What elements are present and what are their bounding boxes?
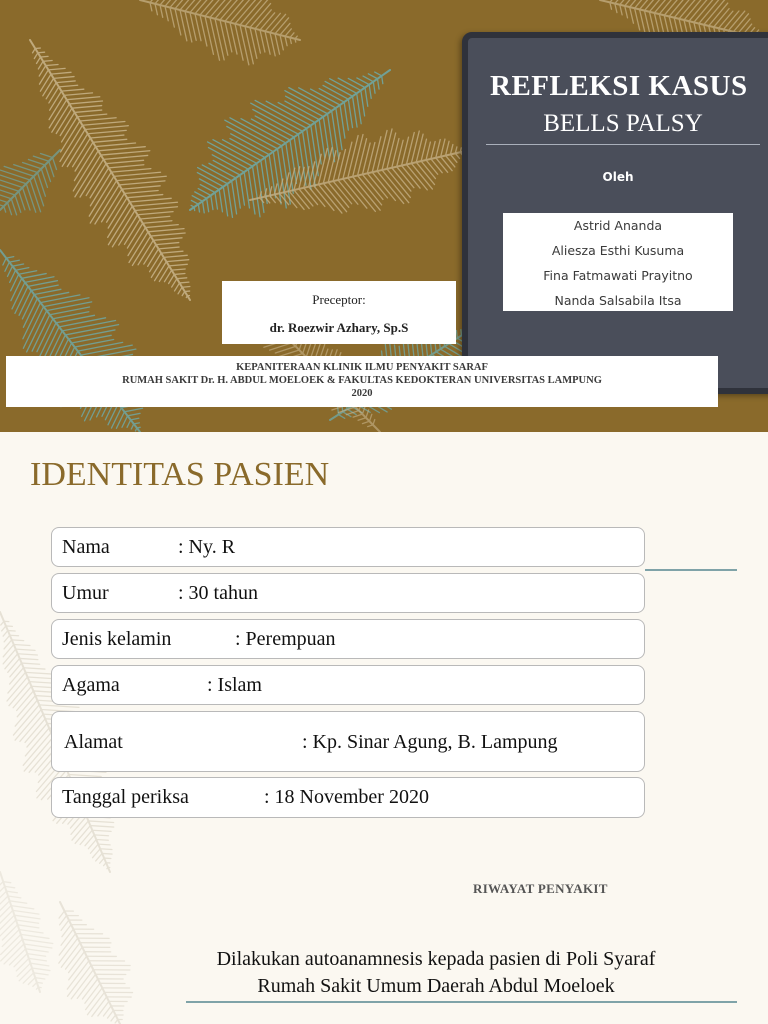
- patient-identity-slide: [0, 432, 768, 1024]
- feather-leaf: [59, 902, 133, 1024]
- feather-leaf: [140, 0, 300, 65]
- footer-year: 2020: [351, 388, 373, 399]
- description-line: Rumah Sakit Umum Daerah Abdul Moeloek: [257, 975, 615, 997]
- field-label: Nama: [62, 536, 110, 558]
- field-label: Agama: [62, 674, 120, 696]
- field-label: Alamat: [64, 731, 123, 753]
- slide-subtitle: BELLS PALSY: [543, 110, 703, 137]
- field-tanggal-periksa: [51, 777, 645, 818]
- section-title: IDENTITAS PASIEN: [30, 456, 330, 493]
- footer-line: RUMAH SAKIT Dr. H. ABDUL MOELOEK & FAKULTAS KEDOKTERAN UNIVERSITAS LAMPUNG: [122, 375, 602, 386]
- field-umur: [51, 573, 645, 613]
- field-value: : Islam: [207, 674, 262, 696]
- by-label: Oleh: [602, 170, 634, 184]
- institution-footer: [6, 356, 718, 407]
- feather-leaf: [0, 150, 60, 215]
- preceptor-label: Preceptor:: [312, 292, 366, 307]
- footer-line: KEPANITERAAN KLINIK ILMU PENYAKIT SARAF: [236, 362, 488, 373]
- field-value: : Ny. R: [178, 536, 236, 558]
- field-agama: [51, 665, 645, 705]
- accent-line: [186, 1001, 737, 1003]
- slide-title: REFLEKSI KASUS: [490, 70, 748, 102]
- description: [186, 946, 686, 1000]
- field-alamat: [51, 711, 645, 772]
- preceptor-name: dr. Roezwir Azhary, Sp.S: [269, 320, 409, 335]
- accent-line: [645, 569, 737, 571]
- field-value: : 30 tahun: [178, 582, 258, 604]
- author-name: Nanda Salsabila Itsa: [554, 293, 682, 308]
- author-name: Fina Fatmawati Prayitno: [543, 268, 693, 283]
- field-value: : 18 November 2020: [264, 786, 429, 808]
- title-divider: [486, 144, 760, 145]
- feather-leaf: [190, 70, 390, 217]
- field-value: : Perempuan: [235, 628, 336, 650]
- field-label: Umur: [62, 582, 109, 604]
- feather-leaf: [30, 40, 190, 300]
- field-jenis-kelamin: [51, 619, 645, 659]
- field-nama: [51, 527, 645, 567]
- field-label: Tanggal periksa: [62, 786, 189, 808]
- feather-leaf: [0, 872, 53, 992]
- author-name: Aliesza Esthi Kusuma: [551, 243, 685, 258]
- field-label: Jenis kelamin: [62, 628, 172, 650]
- author-name: Astrid Ananda: [573, 218, 663, 233]
- history-label: RIWAYAT PENYAKIT: [473, 881, 608, 896]
- title-slide: [0, 0, 768, 432]
- description-line: Dilakukan autoanamnesis kepada pasien di Poli Syaraf: [216, 948, 656, 970]
- authors-box: [503, 213, 733, 311]
- preceptor-box: [222, 281, 456, 344]
- field-value: : Kp. Sinar Agung, B. Lampung: [302, 731, 558, 753]
